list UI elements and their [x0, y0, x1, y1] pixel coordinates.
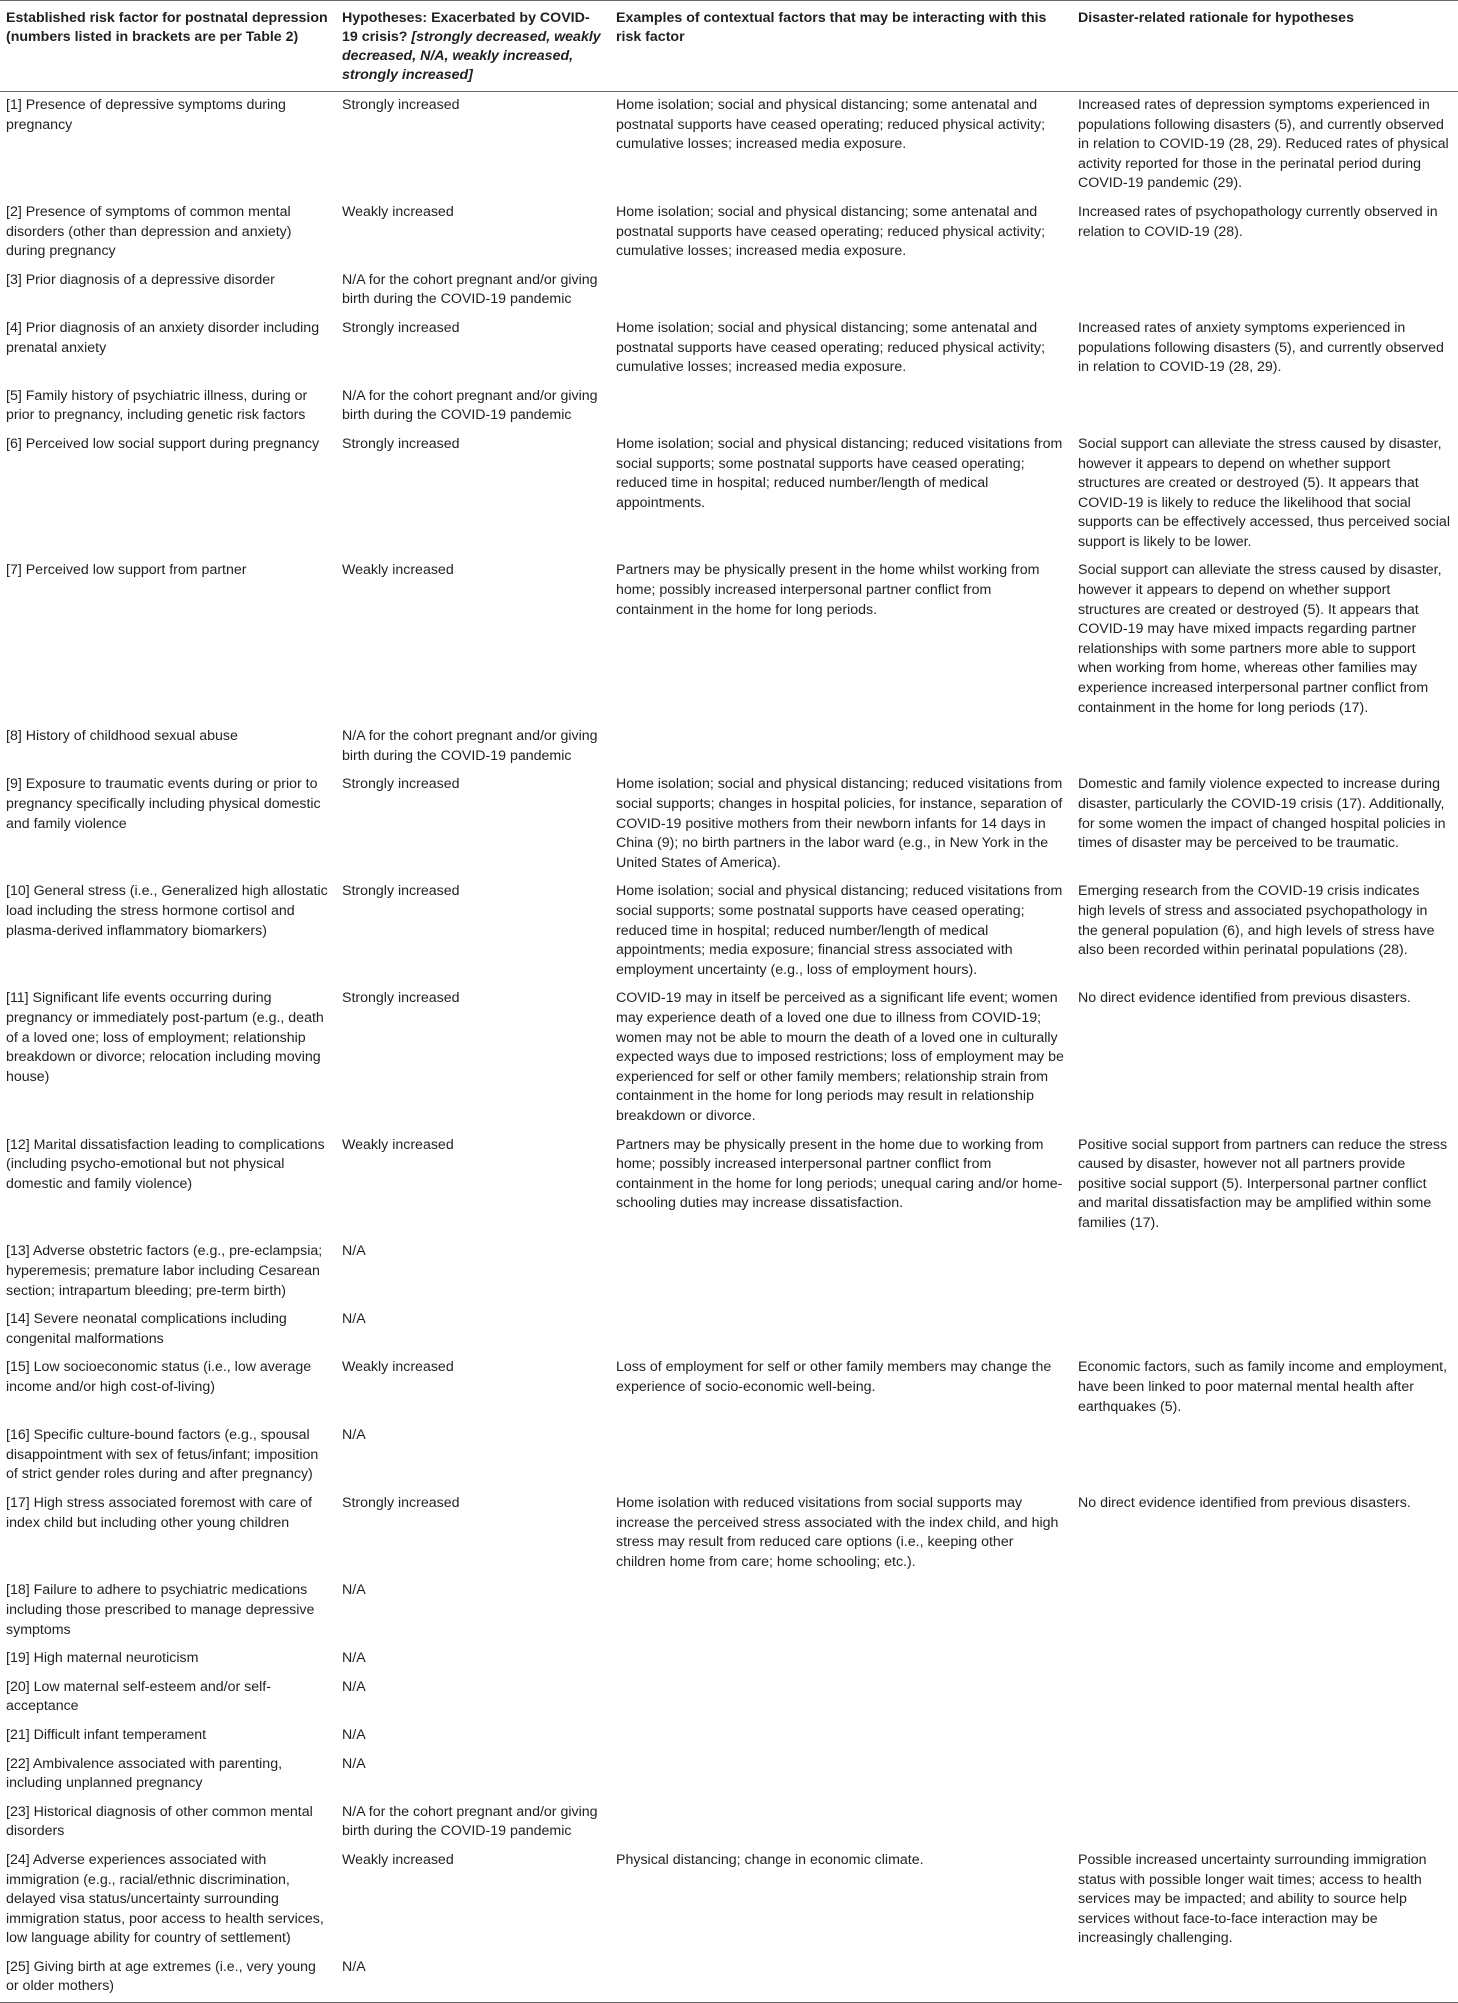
table-row — [0, 1954, 1458, 2003]
cell-contextual-factors — [610, 1306, 1072, 1354]
cell-hypothesis: Strongly increased — [342, 1495, 460, 1511]
cell-contextual-factors — [610, 1238, 1072, 1306]
cell-rationale: Economic factors, such as family income and employment, have been linked to poor maternal mental health after earthquakes (5). — [1078, 1359, 1448, 1415]
cell-risk-factor: [22] Ambivalence associated with parenting, including unplanned pregnancy — [6, 1755, 283, 1792]
cell-contextual-factors: Home isolation; social and physical distancing; reduced visitations from social supports; changes in hospital policies, for instance, separation of COVID-19 positive mothers from their newborn infants for 14 days in China (9); no birth partners in the labor ward (e.g., in New York in the United States of America). — [616, 776, 1063, 871]
cell-rationale: Possible increased uncertainty surrounding immigration status with possible longer wait times; access to health services may be impacted; and ability to source help services without face-to-face interaction may be increasingly challenging. — [1078, 1851, 1427, 1947]
cell-risk-factor: [17] High stress associated foremost with care of index child but including other young children — [6, 1495, 312, 1531]
table-row — [0, 878, 1458, 985]
cell-rationale: No direct evidence identified from previous disasters. — [1078, 990, 1411, 1007]
cell-risk-factor: [13] Adverse obstetric factors (e.g., pre-eclampsia; hyperemesis; premature labor including Cesarean section; intrapartum bleeding; pre-term birth) — [6, 1243, 323, 1299]
table-row — [0, 199, 1458, 267]
cell-hypothesis: Strongly increased — [342, 776, 460, 793]
cell-risk-factor: [8] History of childhood sexual abuse — [6, 728, 238, 745]
cell-risk-factor: [19] High maternal neuroticism — [6, 1650, 199, 1667]
cell-rationale: Social support can alleviate the stress caused by disaster, however it appears to depend on whether support structures are created or destroyed (5). It appears that COVID-19 is likely to reduce the likelihood that social supports can be effectively accessed, thus perceived social support is likely to be lower. — [1078, 435, 1450, 550]
cell-risk-factor: [18] Failure to adhere to psychiatric medications including those prescribed to manage depressive symptoms — [6, 1582, 315, 1638]
cell-hypothesis: N/A — [342, 1755, 366, 1772]
table-row — [0, 383, 1458, 431]
cell-rationale — [1072, 383, 1458, 431]
cell-rationale: Emerging research from the COVID-19 crisis indicates high levels of stress and associated psychopathology in the general population (6), and high levels of stress have also been recorded within perinatal populations (28). — [1078, 883, 1435, 959]
cell-contextual-factors — [610, 1751, 1072, 1799]
cell-rationale — [1072, 1306, 1458, 1354]
cell-risk-factor: [20] Low maternal self-esteem and/or self-acceptance — [6, 1678, 271, 1715]
cell-contextual-factors: Home isolation; social and physical distancing; some antenatal and postnatal supports have ceased operating; reduced physical activity; cumulative losses; increased media exposure. — [616, 319, 1046, 376]
cell-risk-factor: [5] Family history of psychiatric illness, during or prior to pregnancy, including genetic risk factors — [6, 387, 308, 424]
cell-risk-factor: [21] Difficult infant temperament — [6, 1726, 207, 1743]
cell-risk-factor: [7] Perceived low support from partner — [6, 562, 247, 579]
cell-risk-factor: [12] Marital dissatisfaction leading to complications (including psycho-emotional but not physical domestic and family violence) — [6, 1136, 325, 1192]
cell-risk-factor: [15] Low socioeconomic status (i.e., low average income and/or high cost-of-living) — [6, 1359, 312, 1396]
header-hypotheses — [336, 1, 610, 92]
cell-contextual-factors — [610, 723, 1072, 771]
cell-contextual-factors — [610, 1722, 1072, 1751]
cell-rationale — [1072, 1422, 1458, 1490]
cell-rationale — [1072, 1751, 1458, 1799]
cell-rationale — [1072, 1645, 1458, 1674]
cell-hypothesis: N/A — [342, 1678, 366, 1695]
cell-hypothesis: N/A — [336, 1954, 610, 2003]
cell-contextual-factors — [610, 1799, 1072, 1847]
cell-rationale — [1072, 1954, 1458, 2003]
table-row — [0, 1490, 1458, 1577]
table-row — [0, 557, 1458, 723]
cell-contextual-factors: Partners may be physically present in the home whilst working from home; possibly increased interpersonal partner conflict from containment in the home for long periods. — [616, 562, 1040, 618]
cell-hypothesis: Weakly increased — [342, 1359, 454, 1376]
cell-contextual-factors: Home isolation; social and physical distancing; reduced visitations from social supports; some postnatal supports have ceased operating; reduced time in hospital; reduced number/length of medical appointments; media exposure; financial stress associated with employment uncertainty (e.g., loss of employment hours). — [616, 883, 1063, 978]
cell-contextual-factors — [610, 1577, 1072, 1645]
table-header — [0, 1, 1458, 92]
table-row — [0, 1132, 1458, 1239]
table-row — [0, 1422, 1458, 1490]
cell-hypothesis: N/A for the cohort pregnant and/or giving birth during the COVID-19 pandemic — [342, 271, 598, 308]
table-row — [0, 1577, 1458, 1645]
cell-risk-factor: [6] Perceived low social support during pregnancy — [6, 435, 320, 452]
cell-contextual-factors — [610, 1422, 1072, 1490]
table-row — [0, 1847, 1458, 1954]
table-row — [0, 1722, 1458, 1751]
cell-hypothesis: Strongly increased — [342, 97, 460, 113]
cell-contextual-factors: Home isolation with reduced visitations from social supports may increase the perceived stress associated with the index child, and high stress may result from reduced care options (i.e., keeping other children home from care; home schooling; etc.). — [616, 1495, 1059, 1570]
cell-hypothesis: Weakly increased — [342, 562, 454, 579]
table-row — [0, 267, 1458, 315]
cell-risk-factor: [10] General stress (i.e., Generalized high allostatic load including the stress hormone cortisol and plasma-derived inflammatory biomarkers) — [6, 883, 328, 939]
cell-rationale: Positive social support from partners can reduce the stress caused by disaster, however not all partners provide positive social support (5). Interpersonal partner conflict and marital dissatisfaction may be amplified within some families (17). — [1078, 1136, 1448, 1231]
cell-contextual-factors — [610, 267, 1072, 315]
cell-rationale — [1072, 1674, 1458, 1722]
table-row — [0, 1799, 1458, 1847]
table-row — [0, 771, 1458, 878]
table-row — [0, 1674, 1458, 1722]
cell-contextual-factors — [610, 1954, 1072, 2003]
header-rationale: Disaster-related rationale for hypotheses — [1072, 1, 1458, 92]
table-body — [0, 92, 1458, 2003]
cell-contextual-factors — [610, 1674, 1072, 1722]
cell-risk-factor: [16] Specific culture-bound factors (e.g., spousal disappointment with sex of fetus/infant; imposition of strict gender roles during and after pregnancy) — [6, 1427, 319, 1483]
cell-rationale: Increased rates of depression symptoms experienced in populations following disasters (5), and currently observed in relation to COVID-19 (28, 29). Reduced rates of physical activity reported for those in the perinatal period during COVID-19 pandemic (29). — [1078, 97, 1449, 192]
cell-hypothesis: Weakly increased — [342, 203, 454, 220]
header-risk-factor: Established risk factor for postnatal depression (numbers listed in brackets are per Table 2) — [0, 1, 336, 92]
cell-rationale: No direct evidence identified from previous disasters. — [1078, 1495, 1411, 1511]
cell-rationale — [1072, 1722, 1458, 1751]
cell-contextual-factors: Loss of employment for self or other family members may change the experience of socio-economic well-being. — [616, 1359, 1052, 1396]
cell-contextual-factors: Home isolation; social and physical distancing; some antenatal and postnatal supports have ceased operating; reduced physical activity; cumulative losses; increased media exposure. — [616, 203, 1046, 260]
cell-risk-factor: [3] Prior diagnosis of a depressive disorder — [6, 271, 275, 288]
cell-contextual-factors — [610, 1645, 1072, 1674]
header-hypotheses-options: [strongly decreased, weakly decreased, N/A, weakly increased, strongly increased] — [342, 29, 601, 83]
cell-rationale — [1072, 723, 1458, 771]
table-row — [0, 723, 1458, 771]
cell-rationale: Domestic and family violence expected to increase during disaster, particularly the COVID-19 crisis (17). Additionally, for some women the impact of changed hospital policies in times of disaster may be perceived to be traumatic. — [1078, 776, 1446, 852]
table-row — [0, 315, 1458, 383]
cell-rationale — [1072, 267, 1458, 315]
cell-rationale — [1072, 1577, 1458, 1645]
cell-hypothesis: N/A — [342, 1582, 366, 1599]
cell-hypothesis: Weakly increased — [342, 1136, 454, 1153]
cell-risk-factor: [25] Giving birth at age extremes (i.e., very young or older mothers) — [0, 1954, 336, 2003]
table-row — [0, 985, 1458, 1131]
cell-hypothesis: Strongly increased — [342, 883, 460, 900]
cell-rationale — [1072, 1238, 1458, 1306]
cell-risk-factor: [9] Exposure to traumatic events during or prior to pregnancy specifically including physical domestic and family violence — [6, 776, 321, 832]
table-row — [0, 1751, 1458, 1799]
header-row — [0, 1, 1458, 92]
cell-hypothesis: N/A for the cohort pregnant and/or giving birth during the COVID-19 pandemic — [342, 728, 598, 764]
cell-hypothesis: N/A — [342, 1726, 366, 1743]
cell-risk-factor: [23] Historical diagnosis of other common mental disorders — [6, 1803, 313, 1840]
cell-contextual-factors: Physical distancing; change in economic climate. — [616, 1851, 924, 1868]
cell-rationale: Increased rates of anxiety symptoms experienced in populations following disasters (5), and currently observed in relation to COVID-19 (28, 29). — [1078, 319, 1444, 376]
cell-hypothesis: N/A for the cohort pregnant and/or giving birth during the COVID-19 pandemic — [342, 387, 598, 424]
cell-risk-factor: [2] Presence of symptoms of common mental disorders (other than depression and anxiety) during pregnancy — [6, 203, 292, 260]
cell-contextual-factors: COVID-19 may in itself be perceived as a significant life event; women may experience death of a loved one due to illness from COVID-19; women may not be able to mourn the death of a loved one in culturally expected ways due to imposed restrictions; loss of employment may be experienced for self or other family members; relationship strain from containment in the home for long periods may result in relationship breakdown or divorce. — [616, 990, 1064, 1124]
cell-hypothesis: Strongly increased — [342, 990, 460, 1007]
cell-hypothesis: N/A — [342, 1427, 366, 1444]
table-row — [0, 1238, 1458, 1306]
cell-risk-factor: [11] Significant life events occurring during pregnancy or immediately post-partum (e.g., death of a loved one; loss of employment; relationship breakdown or divorce; relocation including moving house) — [6, 990, 324, 1085]
table-row — [0, 92, 1458, 199]
header-hypotheses-main: Hypotheses: Exacerbated by COVID-19 crisis? — [342, 10, 590, 45]
cell-rationale — [1072, 1799, 1458, 1847]
cell-contextual-factors — [610, 383, 1072, 431]
table-row — [0, 431, 1458, 558]
cell-hypothesis: Weakly increased — [342, 1851, 454, 1868]
table-row — [0, 1354, 1458, 1422]
header-contextual-factors: Examples of contextual factors that may be interacting with this risk factor — [610, 1, 1072, 92]
table-row — [0, 1306, 1458, 1354]
cell-hypothesis: Strongly increased — [342, 435, 460, 452]
table-row — [0, 1645, 1458, 1674]
cell-risk-factor: [1] Presence of depressive symptoms during pregnancy — [6, 97, 286, 133]
cell-hypothesis: N/A for the cohort pregnant and/or giving birth during the COVID-19 pandemic — [342, 1803, 598, 1840]
cell-hypothesis: Strongly increased — [342, 319, 460, 336]
cell-risk-factor: [24] Adverse experiences associated with immigration (e.g., racial/ethnic discrimination, delayed visa status/uncertainty surrounding immigration status, poor access to health services, low language ability for country of settlement) — [6, 1851, 324, 1947]
cell-rationale: Increased rates of psychopathology currently observed in relation to COVID-19 (28). — [1078, 203, 1438, 240]
cell-risk-factor: [4] Prior diagnosis of an anxiety disorder including prenatal anxiety — [6, 319, 320, 356]
cell-hypothesis: N/A — [342, 1311, 366, 1328]
cell-contextual-factors: Home isolation; social and physical distancing; some antenatal and postnatal supports have ceased operating; reduced physical activity; cumulative losses; increased media exposure. — [616, 97, 1046, 153]
cell-hypothesis: N/A — [342, 1243, 366, 1260]
cell-contextual-factors: Partners may be physically present in the home due to working from home; possibly increased interpersonal partner conflict from containment in the home for long periods; unequal caring and/or home-schooling duties may increase dissatisfaction. — [616, 1136, 1063, 1212]
cell-rationale: Social support can alleviate the stress caused by disaster, however it appears to depend on whether support structures are created or destroyed (5). It appears that COVID-19 may have mixed impacts regarding partner relationships with some partners more able to support when working from home, whereas other families may experience increased interpersonal partner conflict from containment in the home for long periods (17). — [1078, 562, 1442, 716]
cell-hypothesis: N/A — [342, 1650, 366, 1667]
cell-contextual-factors: Home isolation; social and physical distancing; reduced visitations from social supports; some postnatal supports have ceased operating; reduced time in hospital; reduced number/length of medical appointments. — [616, 435, 1063, 511]
cell-risk-factor: [14] Severe neonatal complications including congenital malformations — [6, 1311, 287, 1347]
